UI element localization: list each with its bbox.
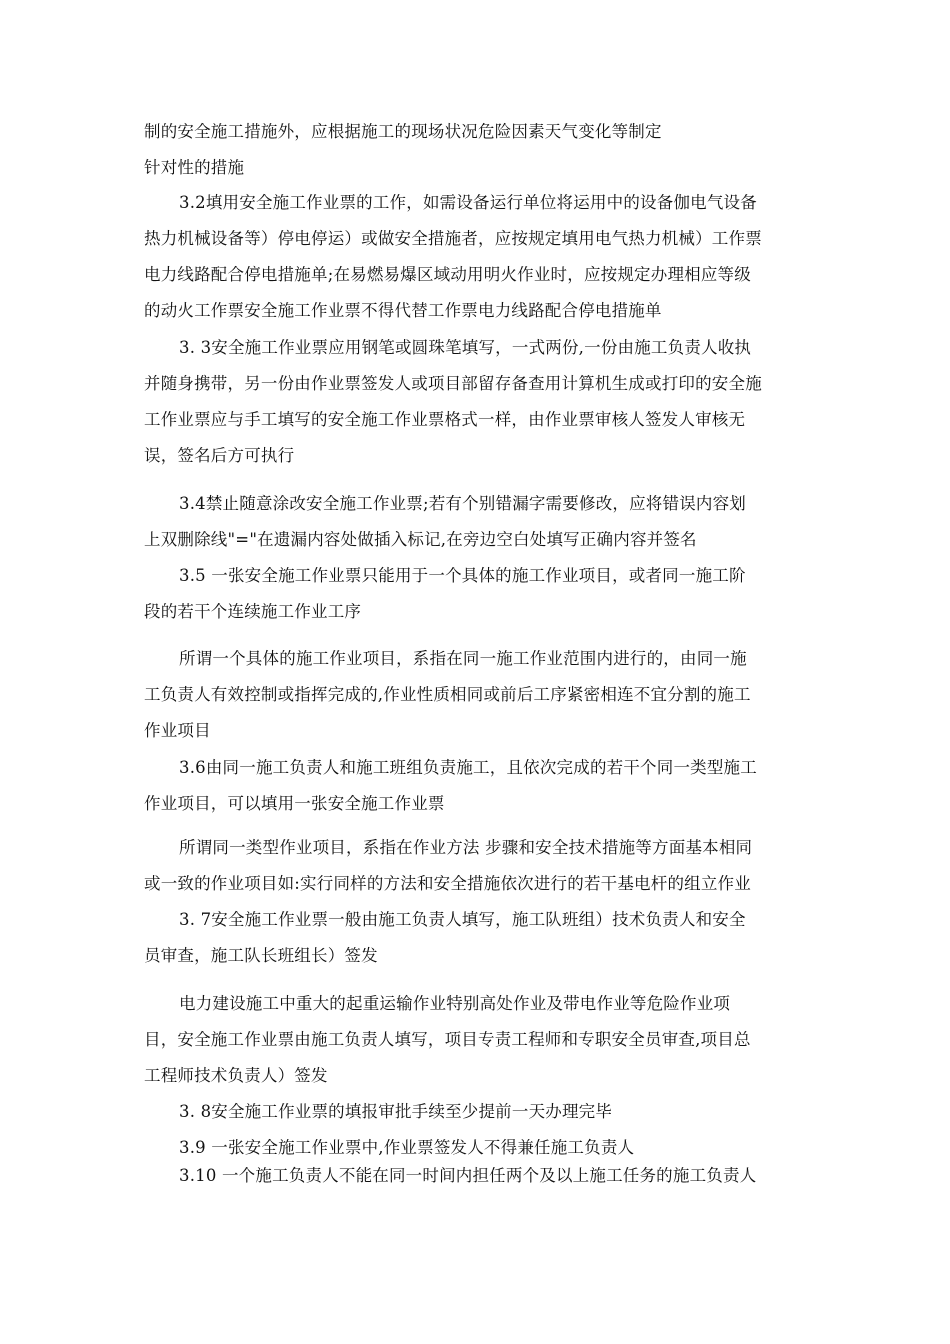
text-line: 3.4禁止随意涂改安全施工作业票;若有个别错漏字需要修改，应将错误内容划 bbox=[179, 494, 746, 513]
text-line: 目，安全施工作业票由施工负责人填写，项目专责工程师和专职安全员审查,项目总 bbox=[144, 1030, 751, 1049]
text-line: 作业项目，可以填用一张安全施工作业票 bbox=[144, 794, 445, 813]
text-line: 并随身携带，另一份由作业票签发人或项目部留存备查用计算机生成或打印的安全施 bbox=[144, 374, 762, 393]
text-line: 的动火工作票安全施工作业票不得代替工作票电力线路配合停电措施单 bbox=[144, 301, 662, 320]
text-line: 3.2填用安全施工作业票的工作，如需设备运行单位将运用中的设备伽电气设备 bbox=[179, 193, 757, 212]
text-line: 误，签名后方可执行 bbox=[144, 446, 295, 465]
text-line: 或一致的作业项目如:实行同样的方法和安全措施依次进行的若干基电杆的组立作业 bbox=[144, 874, 751, 893]
text-line: 3. 7安全施工作业票一般由施工负责人填写，施工队班组）技术负责人和安全 bbox=[179, 910, 746, 929]
text-line: 工程师技术负责人）签发 bbox=[144, 1066, 328, 1085]
text-line: 作业项目 bbox=[144, 721, 211, 740]
text-line: 段的若干个连续施工作业工序 bbox=[144, 602, 362, 621]
text-line: 工负责人有效控制或指挥完成的,作业性质相同或前后工序紧密相连不宜分割的施工 bbox=[144, 685, 751, 704]
text-line: 制的安全施工措施外，应根据施工的现场状况危险因素天气变化等制定 bbox=[144, 122, 662, 141]
text-line: 热力机械设备等）停电停运）或做安全措施者，应按规定填用电气热力机械）工作票 bbox=[144, 229, 762, 248]
text-line: 工作业票应与手工填写的安全施工作业票格式一样，由作业票审核人签发人审核无 bbox=[144, 410, 746, 429]
text-line: 3.9 一张安全施工作业票中,作业票签发人不得兼任施工负责人 bbox=[179, 1138, 635, 1157]
text-line: 所谓同一类型作业项目，系指在作业方法 步骤和安全技术措施等方面基本相同 bbox=[179, 838, 753, 857]
text-line: 电力线路配合停电措施单;在易燃易爆区域动用明火作业时，应按规定办理相应等级 bbox=[144, 265, 751, 284]
text-line: 针对性的措施 bbox=[144, 158, 245, 177]
text-line: 所谓一个具体的施工作业项目，系指在同一施工作业范围内进行的，由同一施 bbox=[179, 649, 747, 668]
text-line: 3. 3安全施工作业票应用钢笔或圆珠笔填写，一式两份,一份由施工负责人收执 bbox=[179, 338, 752, 357]
text-line: 3.6由同一施工负责人和施工班组负责施工，且依次完成的若干个同一类型施工 bbox=[179, 758, 757, 777]
text-line: 员审查，施工队长班组长）签发 bbox=[144, 946, 378, 965]
text-line: 上双删除线"="在遗漏内容处做插入标记,在旁边空白处填写正确内容并签名 bbox=[144, 530, 697, 549]
text-line: 3.10 一个施工负责人不能在同一时间内担任两个及以上施工任务的施工负责人 bbox=[179, 1166, 757, 1185]
text-line: 3.5 一张安全施工作业票只能用于一个具体的施工作业项目，或者同一施工阶 bbox=[179, 566, 746, 585]
text-line: 3. 8安全施工作业票的填报审批手续至少提前一天办理完毕 bbox=[179, 1102, 613, 1121]
text-line: 电力建设施工中重大的起重运输作业特别高处作业及带电作业等危险作业项 bbox=[179, 994, 731, 1013]
